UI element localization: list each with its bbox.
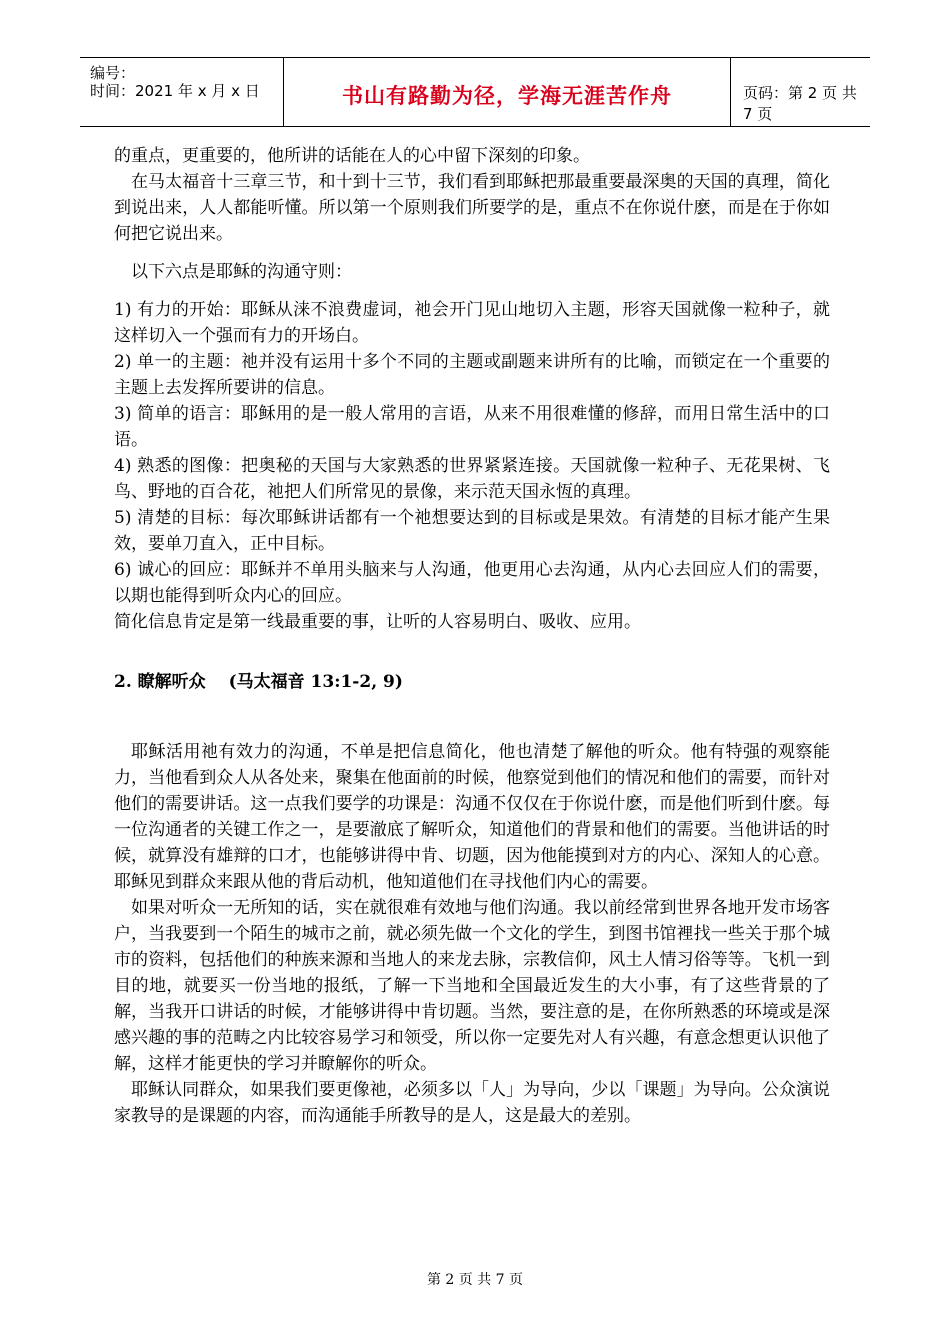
paragraph-travel-experience: 如果对听众一无所知的话，实在就很难有效地与他们沟通。我以前经常到世界各地开发市场客户，当我要到一个陌生的城市之前，就必须先做一个文化的学生，到图书馆裡找一些关于那个城市的资料，包括他们的种族来源和当地人的来龙去脉，宗教信仰，风土人情习俗等等。飞机一到目的地，就要买一份当地的报纸，了解一下当地和全国最近发生的大小事，有了这些背景的了解，当我开口讲话的时候，才能够讲得中肯切题。当然，要注意的是，在你所熟悉的环境或是深感兴趣的事的范畴之内比较容易学习和领受，所以你一定要先对人有兴趣，有意念想更认识他了解，这样才能更快的学习并瞭解你的听众。 bbox=[114, 898, 830, 1074]
page-footer: 第 2 页 共 7 页 bbox=[426, 1272, 524, 1288]
paragraph-rules-intro: 以下六点是耶稣的沟通守则： bbox=[131, 262, 352, 282]
rule-item-6: 6) 诚心的回应：耶稣并不单用头脑来与人沟通，他更用心去沟通，从内心去回应人们的需要，以期也能得到听众内心的回应。 bbox=[114, 560, 830, 606]
rule-item-3: 3) 简单的语言：耶稣用的是一般人常用的言语，从来不用很难懂的修辞，而用日常生活中的口语。 bbox=[114, 404, 830, 450]
paragraph-summary: 简化信息肯定是第一线最重要的事，让听的人容易明白、吸收、应用。 bbox=[114, 612, 641, 632]
document-body bbox=[114, 143, 830, 1129]
page-header bbox=[80, 57, 870, 127]
header-motto-cell bbox=[284, 58, 731, 126]
header-page-cell bbox=[731, 58, 870, 126]
rule-item-1: 1) 有力的开始：耶稣从涞不浪费虚词，祂会开门见山地切入主题，形容天国就像一粒种子，就这样切入一个强而有力的开场白。 bbox=[114, 300, 830, 346]
header-info-cell bbox=[80, 58, 284, 126]
rule-item-4: 4) 熟悉的图像：把奥秘的天国与大家熟悉的世界紧紧连接。天国就像一粒种子、无花果树、飞鸟、野地的百合花，祂把人们所常见的景像，来示范天国永恆的真理。 bbox=[114, 456, 830, 502]
paragraph-identify-people: 耶稣认同群众，如果我们要更像祂，必须多以「人」为导向，少以「课题」为导向。公众演说家教导的是课题的内容，而沟通能手所教导的是人，这是最大的差别。 bbox=[114, 1080, 830, 1126]
header-motto: 书山有路勤为径，学海无涯苦作舟 bbox=[342, 84, 672, 108]
header-page-number: 页码：第 2 页 共 7 页 bbox=[743, 84, 857, 123]
document-time-label: 时间：2021 年 x 月 x 日 bbox=[90, 82, 260, 100]
paragraph-know-audience: 耶稣活用祂有效力的沟通，不单是把信息简化，他也清楚了解他的听众。他有特强的观察能力，当他看到众人从各处来，聚集在他面前的时候，他察觉到他们的情况和他们的需要，而针对他们的需要讲话。这一点我们要学的功课是：沟通不仅仅在于你说什麽，而是他们听到什麽。每一位沟通者的关键工作之一，是要澈底了解听众，知道他们的背景和他们的需要。当他讲话的时候，就算没有雄辩的口才，也能够讲得中肯、切题，因为他能摸到对方的内心、深知人的心意。耶稣见到群众来跟从他的背后动机，他知道他们在寻找他们内心的需要。 bbox=[114, 742, 830, 892]
rule-item-2: 2) 单一的主题：祂并没有运用十多个不同的主题或副题来讲所有的比喻，而锁定在一个重要的主题上去发挥所要讲的信息。 bbox=[114, 352, 830, 398]
paragraph-continuation: 的重点，更重要的，他所讲的话能在人的心中留下深刻的印象。 bbox=[114, 146, 590, 166]
paragraph-matthew-13: 在马太福音十三章三节，和十到十三节，我们看到耶稣把那最重要最深奥的天国的真理，简化到说出来，人人都能听懂。所以第一个原则我们所要学的是，重点不在你说什麽，而是在于你如何把它说出来。 bbox=[114, 172, 830, 244]
section-heading: 2. 瞭解听众 (马太福音 13:1-2, 9) bbox=[114, 672, 403, 692]
document-number-label: 编号： bbox=[90, 64, 136, 82]
rule-item-5: 5) 清楚的目标：每次耶稣讲话都有一个祂想要达到的目标或是果效。有清楚的目标才能产生果效，要单刀直入，正中目标。 bbox=[114, 508, 830, 554]
